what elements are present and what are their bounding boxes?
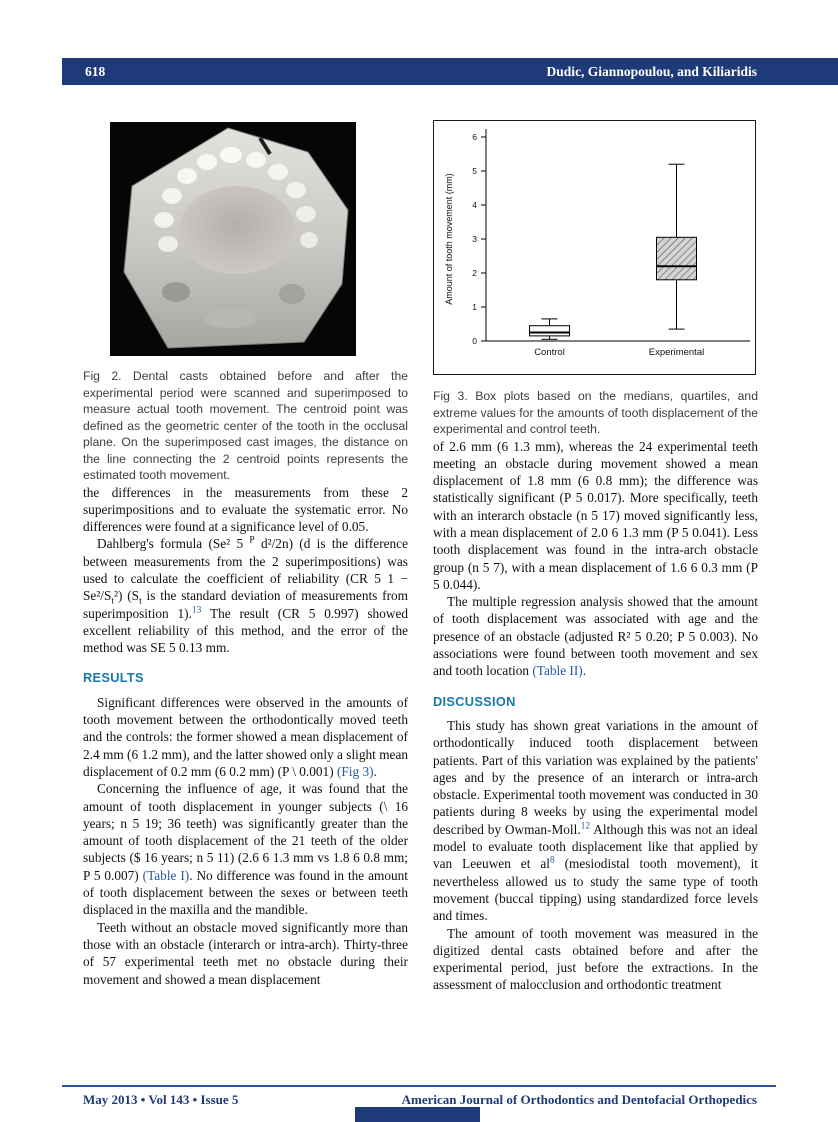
body-text: The amount of tooth movement was measured in the digitized dental casts obtained before and after the experimental period, just before the extractions. In the assessment of malocclusion and orthodontic treatment <box>433 925 758 993</box>
fig3-boxplot <box>434 121 755 374</box>
body-text: . <box>582 663 587 679</box>
fig3-caption: Fig 3. Box plots based on the medians, quartiles, and extreme values for the amounts of tooth displacement of the experimental and control teeth. <box>433 389 758 436</box>
svg-text:4: 4 <box>472 200 477 210</box>
svg-text:Amount of tooth movement (mm): Amount of tooth movement (mm) <box>444 173 454 305</box>
svg-text:Experimental: Experimental <box>648 347 705 358</box>
table2-crossref-link[interactable]: (Table II) <box>532 663 583 679</box>
two-column-content <box>83 120 758 994</box>
footer-badge <box>355 1107 480 1122</box>
body-text: is the standard deviation of measurements from superimposition 1). <box>83 588 408 621</box>
running-head: Dudic, Giannopoulou, and Kiliaridis <box>546 63 757 79</box>
svg-text:3: 3 <box>472 234 477 244</box>
footer-journal-name: American Journal of Orthodontics and Dentofacial Orthopedics <box>401 1092 757 1107</box>
fig2-image <box>110 122 356 356</box>
body-text: Teeth without an obstacle moved significantly more than those with an obstacle (interarch or intra-arch). Thirty-three of 57 experimental teeth met no obstacle during their movement and showed a mean displacement <box>83 919 408 987</box>
fig3-frame <box>433 120 756 375</box>
discussion-heading: DISCUSSION <box>433 693 516 709</box>
body-text: Although this was not an ideal model to evaluate tooth displacement like that applied by van Leeuwen et al <box>433 821 759 872</box>
svg-text:Control: Control <box>534 347 565 358</box>
body-text: Significant differences were observed in the amounts of tooth movement between the orthodontically moved teeth and the controls: the former showed a mean displacement of 2.4 mm (6 1.2 mm), and the latter showed only a slight mean displacement of 0.2 mm (6 0.2 mm) (P \ 0.001) <box>83 694 408 779</box>
reference-link-8[interactable]: 8 <box>549 855 555 866</box>
svg-text:2: 2 <box>472 268 477 278</box>
footer <box>83 1092 757 1108</box>
fig2-caption: Fig 2. Dental casts obtained before and after the experimental period were scanned and superimposed to measure actual tooth movement. The centroid point was defined as the geometric center of the tooth in the occlusal plane. On the superimposed cast images, the distance on the line connecting the 2 centroid points represents the estimated tooth movement. <box>83 369 408 482</box>
body-text: . <box>373 763 377 779</box>
body-text: (mesiodistal tooth movement), it nevertheless allowed us to study the same type of tooth movement (buccal tipping) using standardized force levels and times. <box>433 856 758 924</box>
paragraph <box>433 438 758 594</box>
paragraph <box>83 484 408 536</box>
sum-symbol: P <box>249 535 255 546</box>
paragraph <box>433 593 758 679</box>
body-text: Concerning the influence of age, it was found that the amount of tooth displacement in younger subjects (\ 16 years; n 5 19; 36 teeth) was significantly greater than the amount of tooth displacement of the 21 teeth of the older subjects ($ 16 years; n 5 11) (2.6 6 1.3 mm vs 1.8 6 0.8 mm; P 5 0.007) <box>83 781 408 883</box>
body-text: d²/2n) (d is the difference between measurements from the 2 superimpositions) was used to calculate the coefficient of reliability (CR 5 1 − Se²/S <box>83 536 408 604</box>
subscript-t: t <box>111 596 115 607</box>
fig3-crossref-link[interactable]: (Fig 3) <box>336 763 374 779</box>
table1-crossref-link[interactable]: (Table I) <box>142 867 190 883</box>
paragraph <box>83 535 408 656</box>
body-text: The multiple regression analysis showed that the amount of tooth displacement was associated with age and the presence of an obstacle (adjusted R² 5 0.20; P 5 0.003). No associations were found between tooth movement and sex and tooth location <box>433 594 758 679</box>
reference-link-12[interactable]: 12 <box>580 821 591 832</box>
body-text: ²) (S <box>114 588 140 604</box>
footer-issue-info: May 2013 • Vol 143 • Issue 5 <box>83 1092 239 1107</box>
body-text: This study has shown great variations in the amount of orthodontically induced tooth displacement between patients. Part of this variation was explained by the patients' ages and by the presence of an interarch or intra-arch obstacle. Experimental tooth movement was conducted in 30 patients during 8 weeks by using the experimental model described by Owman-Moll. <box>433 717 758 837</box>
paragraph <box>83 919 408 988</box>
header-band <box>62 58 838 85</box>
svg-text:5: 5 <box>472 166 477 176</box>
subscript-t: t <box>139 596 142 607</box>
paragraph <box>433 717 758 925</box>
svg-text:6: 6 <box>472 132 477 142</box>
svg-text:0: 0 <box>472 336 477 346</box>
right-column <box>433 120 758 994</box>
results-heading: RESULTS <box>83 670 144 686</box>
body-text: Dahlberg's formula (Se² 5 <box>97 536 250 552</box>
paragraph <box>83 694 408 780</box>
body-text: The result (CR 5 0.997) showed excellent reliability of this method, and the error of the method was SE 5 0.13 mm. <box>83 605 408 656</box>
dental-cast-photo <box>110 122 356 356</box>
paragraph <box>83 780 408 918</box>
body-text: of 2.6 mm (6 1.3 mm), whereas the 24 experimental teeth meeting an obstacle during movement showed a mean displacement of 1.8 mm (6 0.8 mm); the difference was statistically significant (P 5 0.017). More specifically, teeth with an interarch obstacle (n 5 17) moved significantly less, with a mean displacement of 2.0 6 1.3 mm (P 5 0.041). Less tooth displacement was found in the intra-arch obstacle group (n 5 7), with a mean displacement of 1.6 6 0.3 mm (P 5 0.044). <box>433 438 758 592</box>
body-text: . No difference was found in the amount of tooth displacement between the sexes or between teeth displaced in the maxilla and the mandible. <box>83 867 408 918</box>
right-body-text <box>433 438 758 994</box>
body-text: the differences in the measurements from these 2 superimpositions and to evaluate the systematic error. No differences were found at a significance level of 0.05. <box>83 484 408 535</box>
svg-text:1: 1 <box>472 302 477 312</box>
left-column <box>83 120 408 994</box>
paragraph <box>433 925 758 994</box>
footer-rule <box>62 1085 776 1087</box>
reference-link-13[interactable]: 13 <box>191 605 202 616</box>
page-number: 618 <box>85 63 106 79</box>
left-body-text <box>83 484 408 988</box>
